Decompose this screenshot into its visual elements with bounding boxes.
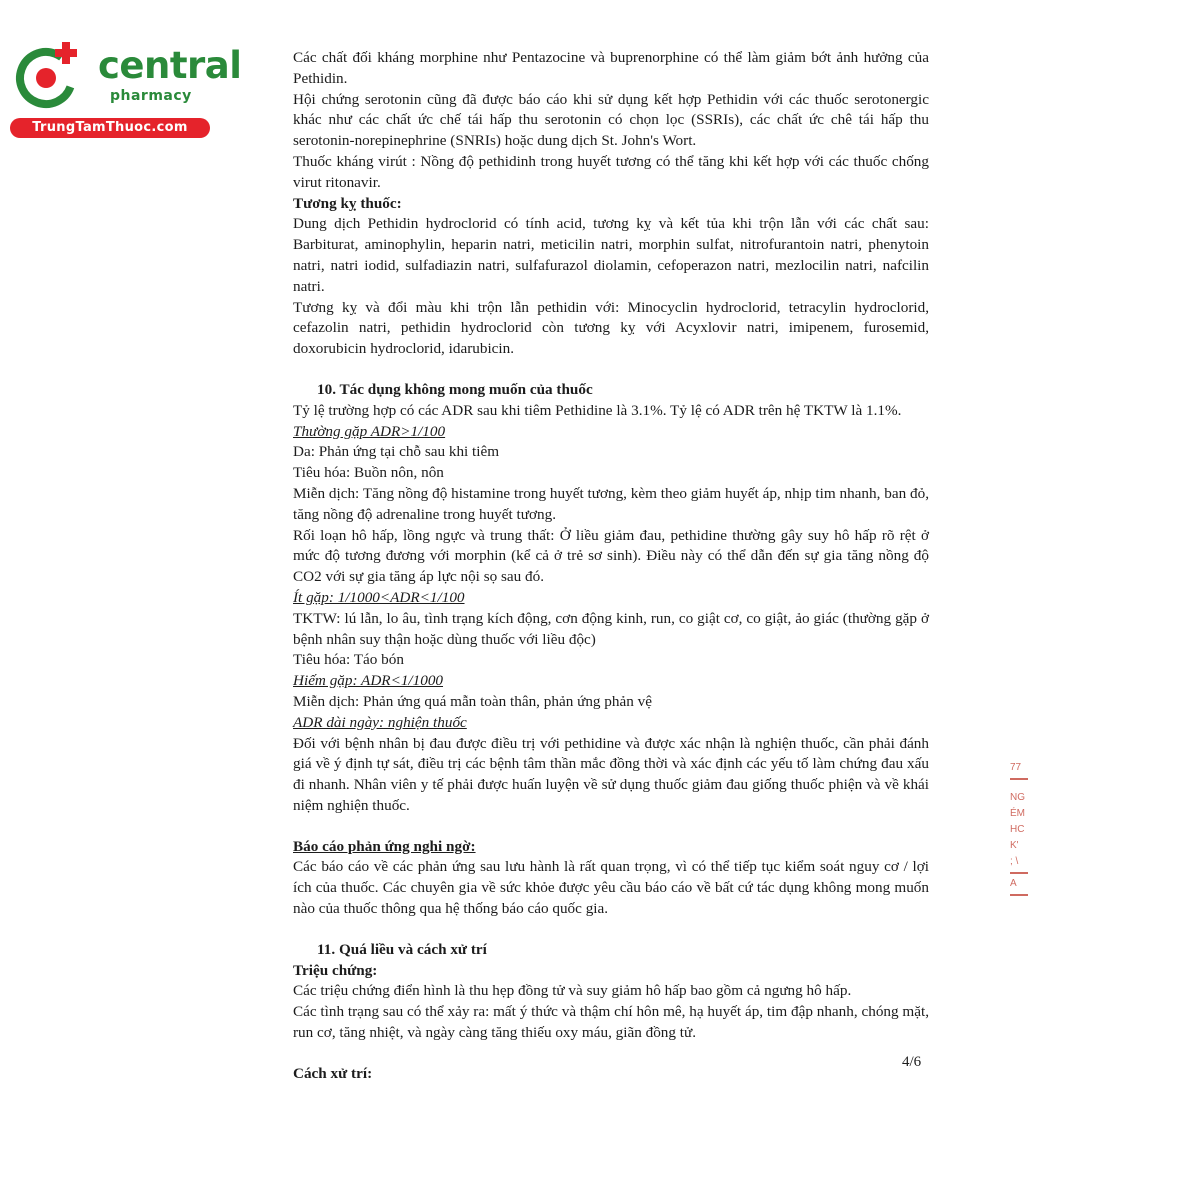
subheading-report: Báo cáo phản ứng nghi ngờ: — [293, 837, 476, 855]
frequency-heading-rare: Hiếm gặp: ADR<1/1000 — [293, 672, 444, 690]
stamp-text: A — [1010, 878, 1017, 889]
paragraph: Các chất đối kháng morphine như Pentazocine và buprenorphine có thể làm giảm bớt ảnh hưởng của Pethidin. — [293, 49, 929, 87]
stamp-text: ; \ — [1010, 856, 1019, 867]
paragraph: Đối với bệnh nhân bị đau được điều trị với pethidine và được xác nhận là nghiện thuốc, cần phải đánh giá về ý định tự sát, điều trị các bệnh tâm thần mắc đồng thời và xác định các yếu tố làm chứng đau xấu đi nhanh. Nhân viên y tế phải được huấn luyện về sử dụng thuốc giảm đau giống thuốc phiện và về khái niệm nghiện thuốc. — [293, 734, 929, 814]
list-item: Tiêu hóa: Táo bón — [293, 651, 404, 669]
logo-site-badge: TrungTamThuoc.com — [10, 118, 210, 138]
frequency-heading-common: Thường gặp ADR>1/100 — [293, 422, 446, 440]
central-pharmacy-logo — [10, 40, 242, 140]
section-heading-11: 11. Quá liều và cách xử trí — [317, 940, 487, 958]
paragraph: Tỷ lệ trường hợp có các ADR sau khi tiêm Pethidine là 3.1%. Tỷ lệ có ADR trên hệ TKTW là 1.1%. — [293, 401, 902, 419]
logo-subtitle: pharmacy — [110, 88, 192, 104]
page-number: 4/6 — [902, 1054, 922, 1070]
stamp-text: 77 — [1010, 762, 1022, 773]
stamp-bar — [1010, 894, 1028, 896]
stamp-bar — [1010, 778, 1028, 780]
stamp-text: HC — [1010, 824, 1025, 835]
paragraph: Tương kỵ và đổi màu khi trộn lẫn pethidin với: Minocyclin hydroclorid, tetracylin hydroclorid, cefazolin natri, pethidin hydroclorid còn tương kỵ với Acyxlovir natri, imipenem, furosemid, doxorubicin hydroclorid, idarubicin. — [293, 298, 929, 358]
frequency-heading-long-term: ADR dài ngày: nghiện thuốc — [293, 713, 467, 731]
list-item: Tiêu hóa: Buồn nôn, nôn — [293, 464, 444, 482]
frequency-heading-uncommon: Ít gặp: 1/1000<ADR<1/100 — [293, 588, 465, 606]
subheading-treatment: Cách xử trí: — [293, 1064, 373, 1082]
list-item: TKTW: lú lẫn, lo âu, tình trạng kích động, cơn động kinh, run, co giật cơ, co giật, ảo giác (thường gặp ở bệnh nhân suy thận hoặc dùng thuốc với liều độc) — [293, 609, 929, 648]
paragraph: Hội chứng serotonin cũng đã được báo cáo khi sử dụng kết hợp Pethidin với các thuốc serotonergic khác như các chất ức chế tái hấp thu serotonin có chọn lọc (SSRIs), các chất ức chê tái hấp thu serotonin-norepinephrine (SNRIs) hoặc dung dịch St. John's Wort. — [293, 90, 929, 150]
section-heading-10: 10. Tác dụng không mong muốn của thuốc — [317, 380, 593, 398]
paragraph: Các báo cáo về các phản ứng sau lưu hành là rất quan trọng, vì có thể tiếp tục kiểm soát nguy cơ / lợi ích của thuốc. Các chuyên gia về sức khỏe được yêu cầu báo cáo về bất cứ tác dụng không mong muốn nào của thuốc thông qua hệ thống báo cáo quốc gia. — [293, 858, 929, 918]
subheading-symptoms: Triệu chứng: — [293, 961, 378, 979]
stamp-text: K' — [1010, 840, 1019, 851]
document-body — [293, 48, 929, 1085]
list-item: Miễn dịch: Phản ứng quá mẫn toàn thân, phản ứng phản vệ — [293, 692, 652, 710]
stamp-bar — [1010, 872, 1028, 874]
stamp-text: ÉM — [1010, 808, 1025, 819]
list-item: Rối loạn hô hấp, lồng ngực và trung thất: Ở liều giảm đau, pethidine thường gây suy hô hấp rõ rệt ở mức độ tương đương với morphin (kể cả ở trẻ sơ sinh). Điều này có thể dẫn đến sự gia tăng nồng độ CO2 với sự gia tăng áp lực nội sọ sau đó. — [293, 526, 929, 586]
list-item: Miễn dịch: Tăng nồng độ histamine trong huyết tương, kèm theo giảm huyết áp, nhịp tim nhanh, ban đỏ, tăng nồng độ adrenaline trong huyết tương. — [293, 484, 929, 523]
subheading-incompatibility: Tương kỵ thuốc: — [293, 194, 402, 212]
logo-brand-name: central — [98, 44, 242, 87]
pharmacy-cross-logo-icon — [10, 40, 90, 120]
paragraph: Thuốc kháng virút : Nồng độ pethidinh trong huyết tương có thể tăng khi kết hợp với các thuốc chống virut ritonavir. — [293, 152, 929, 191]
paragraph: Dung dịch Pethidin hydroclorid có tính acid, tương kỵ và kết tủa khi trộn lẫn với các chất sau: Barbiturat, aminophylin, heparin natri, meticilin natri, morphin sulfat, nitrofurantoin natri, phenytoin natri, natri iodid, sulfadiazin natri, sulfafurazol diolamin, cefoperazon natri, mezlocilin natri, nafcilin natri. — [293, 215, 929, 295]
paragraph: Các triệu chứng điển hình là thu hẹp đồng tử và suy giảm hô hấp bao gồm cả ngưng hô hấp. — [293, 982, 852, 1000]
list-item: Da: Phản ứng tại chỗ sau khi tiêm — [293, 443, 500, 461]
paragraph: Các tình trạng sau có thể xảy ra: mất ý thức và thậm chí hôn mê, hạ huyết áp, tim đập nhanh, chóng mặt, run cơ, tăng nhiệt, và ngày càng tăng thiếu oxy máu, giãn đồng tử. — [293, 1003, 929, 1042]
stamp-text: NG — [1010, 792, 1025, 803]
stamp-fragment — [1010, 760, 1040, 920]
